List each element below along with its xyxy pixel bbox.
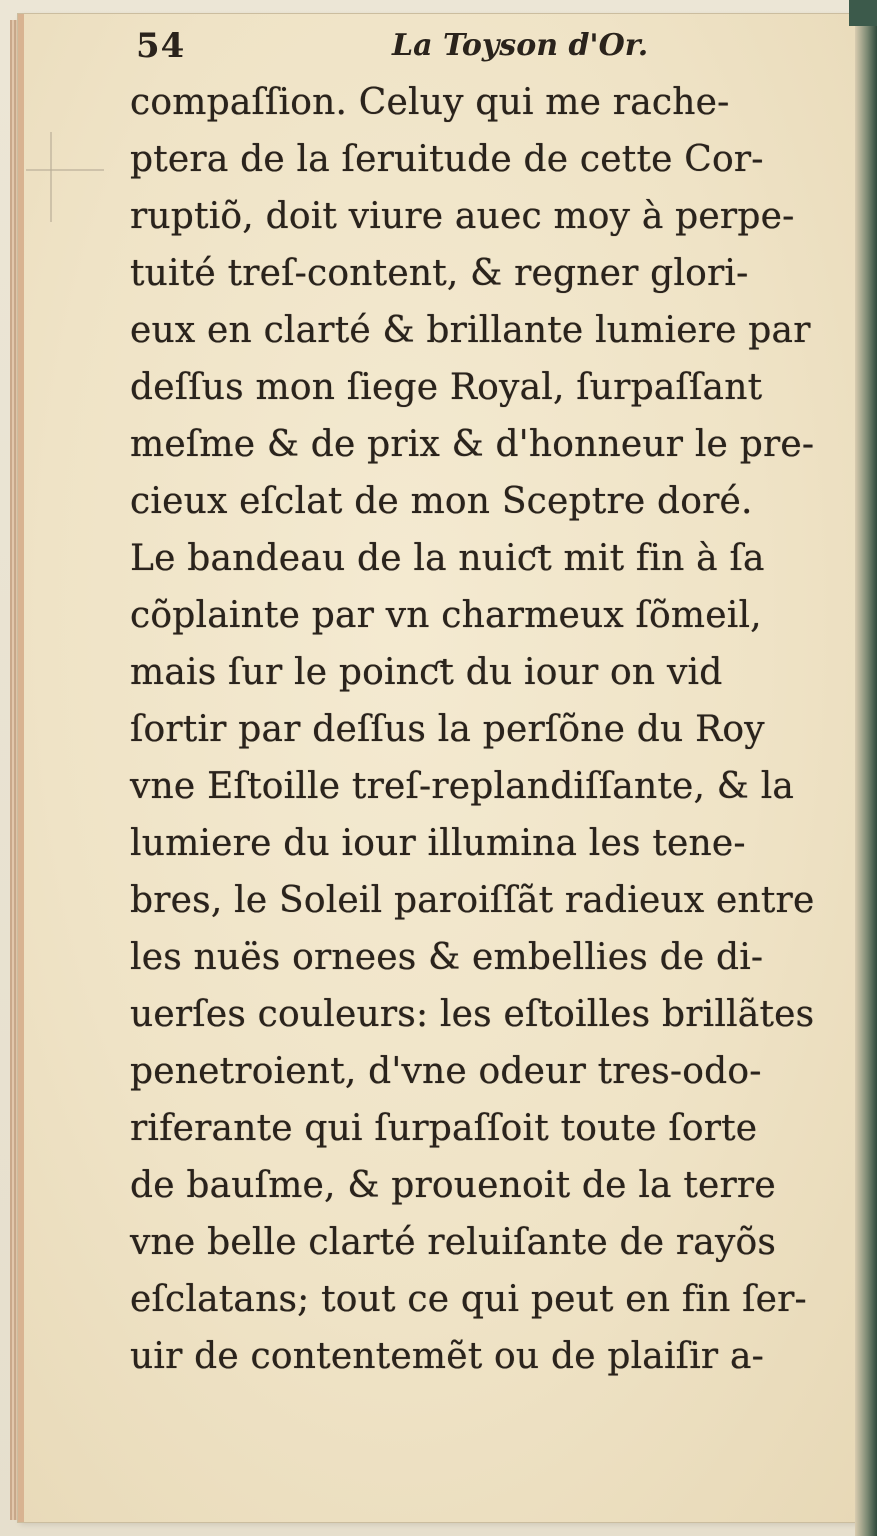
text-line: penetroient, d'vne odeur tres-odo- — [130, 1051, 762, 1092]
text-line: compaſſion. Celuy qui me rache- — [130, 82, 730, 123]
text-line: eſclatans; tout ce qui peut en fin ſer- — [130, 1279, 807, 1320]
text-line: cõplainte par vn charmeux ſõmeil, — [130, 595, 762, 636]
running-title: La Toyson d'Or. — [392, 28, 649, 63]
text-line: les nuës ornees & embellies de di- — [130, 937, 764, 978]
text-line: mais ſur le poinƈt du iour on vid — [130, 652, 723, 693]
text-line: riferante qui ſurpaſſoit toute ſorte — [130, 1108, 758, 1149]
text-line: tuité treſ-content, & regner glori- — [130, 253, 749, 294]
text-line: uerſes couleurs: les eſtoilles brillãtes — [130, 994, 815, 1035]
text-line: vne belle clarté reluiſante de rayõs — [130, 1222, 777, 1263]
text-block — [130, 22, 840, 1385]
text-line: uir de contentemẽt ou de plaiſir a- — [130, 1336, 764, 1377]
text-line: bres, le Soleil paroiſſãt radieux entre — [130, 880, 815, 921]
text-line: deſſus mon ſiege Royal, ſurpaſſant — [130, 367, 763, 408]
text-line: Le bandeau de la nuiƈt mit fin à ſa — [130, 538, 765, 579]
text-line: ſortir par deſſus la perſõne du Roy — [130, 709, 765, 750]
binding-corner — [849, 0, 877, 26]
binding-gutter — [855, 0, 877, 1536]
margin-pencil-mark — [26, 169, 104, 171]
page-number: 54 — [136, 26, 186, 66]
text-line: de bauſme, & prouenoit de la terre — [130, 1165, 776, 1206]
margin-pencil-mark — [50, 132, 52, 222]
text-line: ptera de la ſeruitude de cette Cor- — [130, 139, 764, 180]
text-line: meſme & de prix & d'honneur le pre- — [130, 424, 815, 465]
text-line: ruptiõ, doit viure auec moy à perpe- — [130, 196, 795, 237]
text-line: eux en clarté & brillante lumiere par — [130, 310, 811, 351]
page-header — [130, 22, 840, 74]
text-line: vne Eſtoille treſ-replandiſſante, & la — [130, 766, 795, 807]
text-line: cieux eſclat de mon Sceptre doré. — [130, 481, 753, 522]
text-line: lumiere du iour illumina les tene- — [130, 823, 746, 864]
